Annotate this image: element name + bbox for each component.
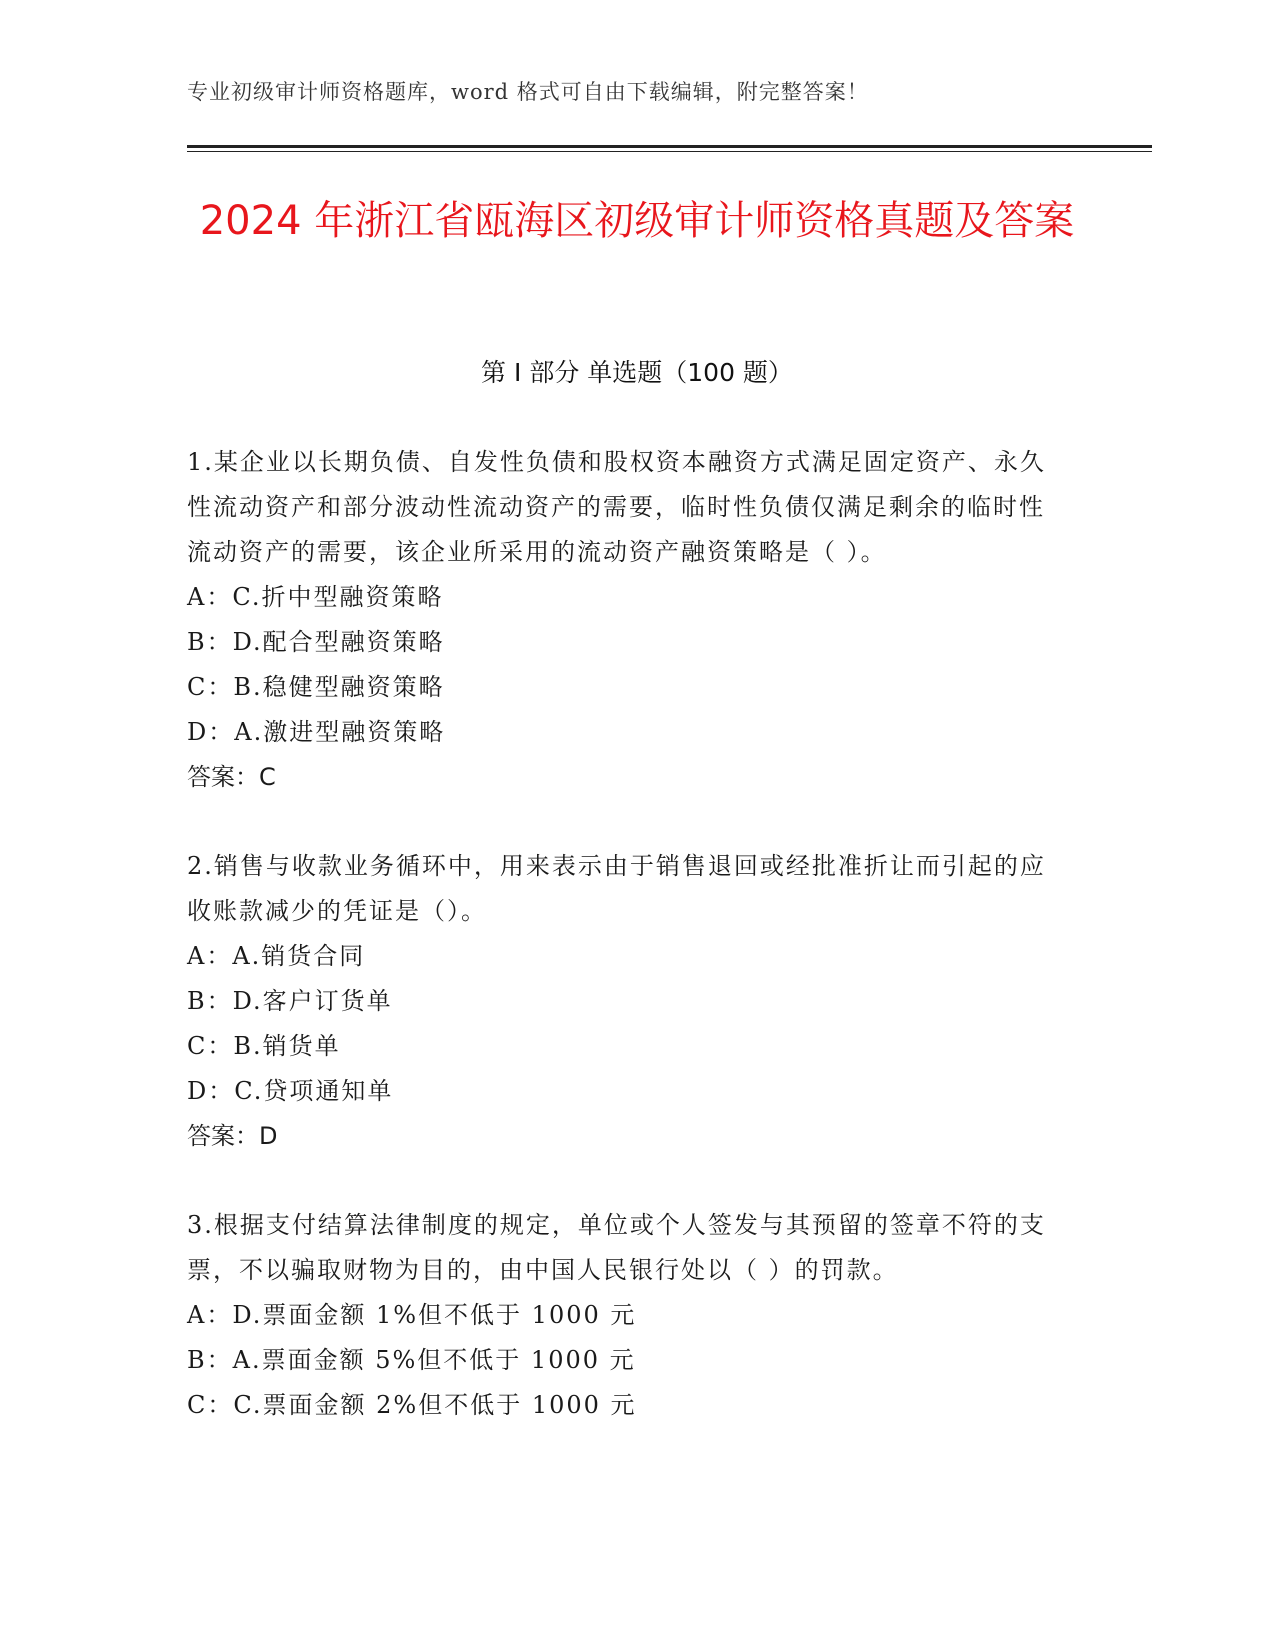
question-stem: 3.根据支付结算法律制度的规定，单位或个人签发与其预留的签章不符的支票，不以骗取财物为目的，由中国人民银行处以（ ）的罚款。 [187,1211,1046,1284]
option-d: D：C.贷项通知单 [187,1077,394,1105]
question-list [187,440,1067,1472]
answer-line: 答案：C [187,763,276,791]
question-1 [187,440,1067,800]
question-stem: 1.某企业以长期负债、自发性负债和股权资本融资方式满足固定资产、永久性流动资产和部分波动性流动资产的需要，临时性负债仅满足剩余的临时性流动资产的需要，该企业所采用的流动资产融资策略是（ ）。 [187,448,1046,566]
question-stem: 2.销售与收款业务循环中，用来表示由于销售退回或经批准折让而引起的应收账款减少的凭证是（）。 [187,852,1046,925]
header-rule-thin [187,151,1152,152]
answer-line: 答案：D [187,1122,278,1150]
section-title: 第 I 部分 单选题（100 题） [481,358,793,387]
option-b: B：A.票面金额 5%但不低于 1000 元 [187,1346,636,1374]
question-2 [187,844,1067,1159]
option-a: A：D.票面金额 1%但不低于 1000 元 [187,1301,637,1329]
option-c: C：B.销货单 [187,1032,341,1060]
header-note: 专业初级审计师资格题库，word 格式可自由下载编辑，附完整答案！ [187,80,869,104]
option-d: D：A.激进型融资策略 [187,718,446,746]
option-b: B：D.客户订货单 [187,987,393,1015]
option-b: B：D.配合型融资策略 [187,628,445,656]
header-rule-thick [187,145,1152,148]
option-c: C：B.稳健型融资策略 [187,673,445,701]
document-title: 2024 年浙江省瓯海区初级审计师资格真题及答案 [199,198,1075,244]
option-a: A：A.销货合同 [187,942,366,970]
option-c: C：C.票面金额 2%但不低于 1000 元 [187,1391,637,1419]
option-a: A：C.折中型融资策略 [187,583,444,611]
question-3 [187,1203,1067,1428]
